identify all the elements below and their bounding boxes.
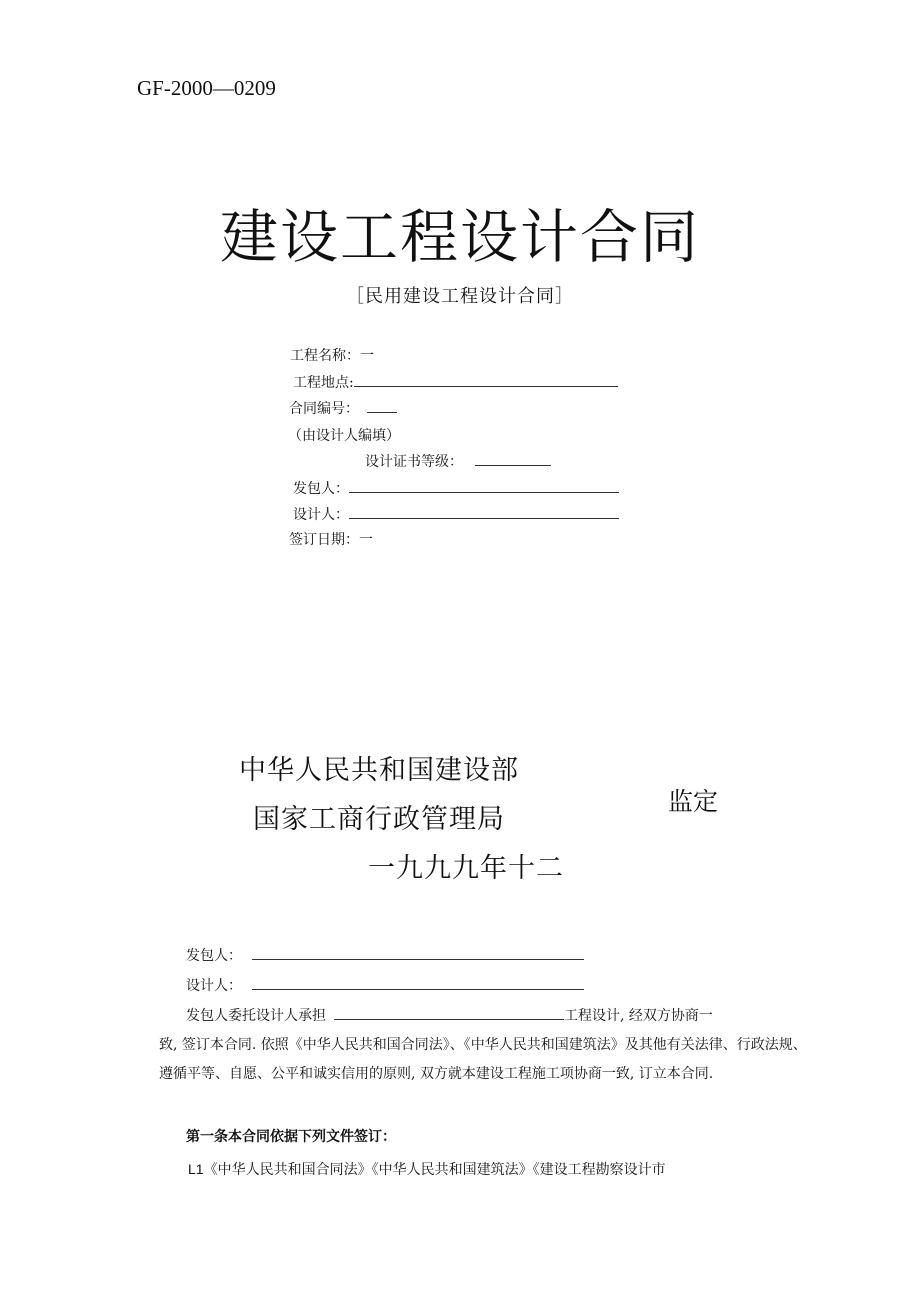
project-location-label: 工程地点: bbox=[293, 375, 354, 391]
body-designer-blank bbox=[252, 975, 584, 990]
article-1-item-1 bbox=[188, 1159, 666, 1179]
authority-line-2: 国家工商行政管理局 bbox=[253, 804, 505, 835]
project-location-field bbox=[293, 372, 618, 392]
contract-no-field bbox=[289, 398, 397, 418]
project-name-blank bbox=[334, 1005, 564, 1020]
client-field bbox=[293, 478, 619, 498]
item-text: 《中华人民共和国合同法》《中华人民共和国建筑法》《建设工程勘察设计市 bbox=[203, 1162, 666, 1178]
article-1-heading: 第一条本合同依据下列文件签订： bbox=[186, 1129, 396, 1145]
contract-no-blank bbox=[367, 398, 397, 413]
body-client-field bbox=[186, 945, 584, 965]
contract-subtitle: ［民用建设工程设计合同］ bbox=[346, 286, 574, 307]
authority-seal-text: 监定 bbox=[668, 787, 719, 816]
contract-no-note: （由设计人编填） bbox=[288, 428, 400, 444]
entrust-end: 工程设计, 经双方协商一 bbox=[564, 1008, 713, 1024]
entrust-line bbox=[186, 1005, 713, 1025]
authority-date: 一九九九年十二 bbox=[368, 853, 564, 884]
entrust-start: 发包人委托设计人承担 bbox=[186, 1008, 326, 1024]
project-name-field bbox=[290, 345, 374, 365]
body-designer-label: 设计人： bbox=[186, 978, 242, 994]
designer-blank bbox=[349, 504, 619, 519]
agreement-paragraph: 致, 签订本合同. 依照《中华人民共和国合同法》、《中华人民共和国建筑法》及其他有关法律、行政法规、遵循平等、自愿、公平和诚实信用的原则, 双方就本建设工程施工项协商一致, 订立本合同. bbox=[159, 1037, 807, 1082]
cert-grade-field bbox=[365, 451, 551, 471]
cert-grade-label: 设计证书等级： bbox=[365, 454, 463, 470]
cert-grade-blank bbox=[475, 451, 551, 466]
authority-line-1: 中华人民共和国建设部 bbox=[239, 755, 519, 786]
client-label: 发包人： bbox=[293, 481, 349, 497]
standard-code: GF-2000—0209 bbox=[137, 76, 276, 100]
contract-no-label: 合同编号： bbox=[289, 401, 359, 417]
project-location-blank bbox=[354, 372, 618, 387]
item-prefix: L1 bbox=[188, 1161, 204, 1177]
designer-field bbox=[293, 504, 619, 524]
project-name-label: 工程名称：一 bbox=[290, 348, 374, 364]
contract-title: 建设工程设计合同 bbox=[219, 203, 700, 271]
body-client-label: 发包人： bbox=[186, 948, 242, 964]
sign-date-label: 签订日期：一 bbox=[289, 532, 373, 548]
body-client-blank bbox=[252, 945, 584, 960]
client-blank bbox=[349, 478, 619, 493]
sign-date-field bbox=[289, 529, 373, 549]
body-designer-field bbox=[186, 975, 584, 995]
designer-label: 设计人： bbox=[293, 507, 349, 523]
